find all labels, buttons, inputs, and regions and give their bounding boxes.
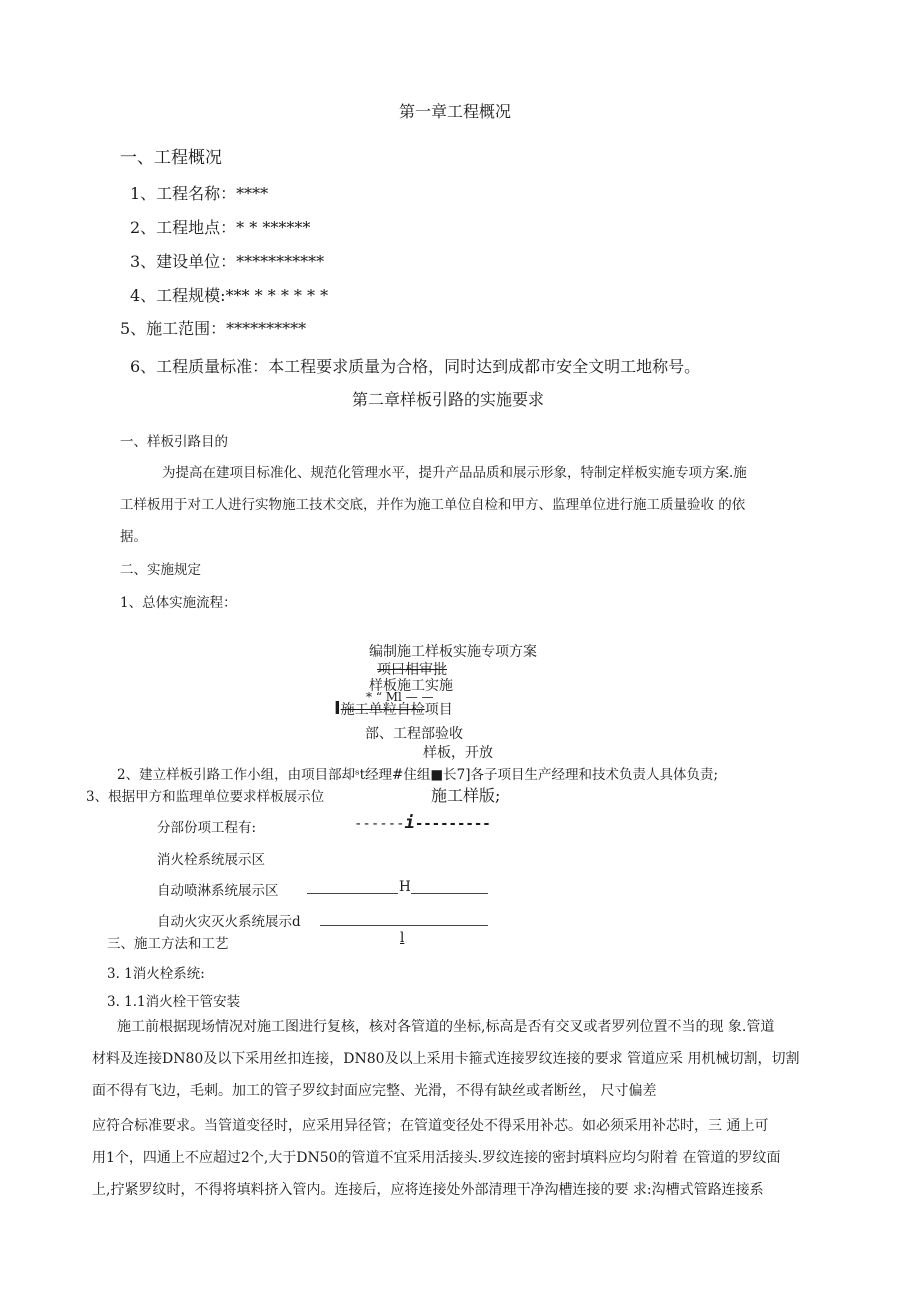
- overall-flow-label: 1、总体实施流程：: [120, 595, 237, 611]
- method-para-line-4: 应符合标准要求。当管道变径时，应采用异径管；在管道变径处不得采用补芯。如必须采用补芯时，三 通上可: [92, 1118, 769, 1134]
- dashes-left: ------: [354, 816, 405, 832]
- method-para-line-1: 施工前根据现场情况对施工图进行复核，核对各管道的坐标,标高是否有交叉或者罗列位置不当的现 象.管道: [117, 1019, 775, 1035]
- project-name: 1、工程名称：****: [130, 184, 269, 203]
- section-purpose-title: 一、样板引路目的: [120, 434, 228, 450]
- show-area-hydrant: 消火栓系统展示区: [157, 852, 265, 868]
- project-location: 2、工程地点：* * ******: [130, 218, 311, 237]
- section-rules-title: 二、实施规定: [120, 562, 201, 578]
- flow-noise: * “ Ml — —: [366, 690, 434, 704]
- construction-scope: 5、施工范围：**********: [120, 319, 307, 338]
- flow-bar-mark: I: [334, 698, 341, 719]
- chapter1-section-title: 一、工程概况: [120, 148, 222, 168]
- flow-step-5: 部、工程部验收: [365, 726, 463, 742]
- chapter2-title: 第二章样板引路的实施要求: [352, 390, 545, 409]
- division-dashes: [354, 813, 491, 833]
- flow-project: 项目: [424, 702, 453, 718]
- sprinkler-mark: H: [399, 879, 411, 895]
- dashes-mark: i: [404, 813, 415, 833]
- construction-unit: 3、建设单位：***********: [130, 252, 325, 271]
- quality-standard: 6、工程质量标准：本工程要求质量为合格，同时达到成都市安全文明工地称号。: [130, 357, 701, 376]
- purpose-line-1: 为提高在建项目标准化、规范化管理水平，提升产品品质和展示形象，特制定样板实施专项方案.施: [162, 465, 747, 481]
- hydrant-system-title: 3. 1消火栓系统:: [107, 966, 205, 982]
- method-mark: l: [400, 930, 405, 946]
- show-area-fire-extinguish: 自动火灾灭火系统展示d: [157, 914, 301, 930]
- display-position-item: 3、根据甲方和监理单位要求样板展示位: [86, 789, 325, 805]
- division-label: 分部份项工程有:: [157, 820, 257, 836]
- chapter1-title: 第一章工程概况: [399, 102, 512, 121]
- work-group-item: 2、建立样板引路工作小组，由项目部却ˢt经理#住组■长7]各子项目生产经理和技术负责人具体负责;: [117, 767, 719, 783]
- method-para-line-3: 面不得有飞边，毛刺。加工的管子罗纹封面应完整、光滑，不得有缺丝或者断丝， 尺寸偏差: [92, 1083, 657, 1099]
- dashes-right: ---------: [414, 816, 491, 832]
- fire-underline: [320, 925, 488, 926]
- show-area-sprinkler: 自动喷淋系统展示区: [157, 883, 279, 899]
- flow-step-2: 项曰相审批: [377, 662, 447, 678]
- purpose-line-3: 据。: [120, 529, 147, 545]
- flow-self-check: 施工单粒自检: [340, 702, 425, 718]
- method-para-line-6: 上,拧紧罗纹时，不得将填料挤入管内。连接后，应将连接处外部清理干净沟槽连接的要 求:沟槽式管路连接系: [92, 1182, 764, 1198]
- flow-step-3: 样板施工实施: [369, 678, 453, 694]
- section-method-title: 三、施工方法和工艺: [107, 936, 229, 952]
- purpose-line-2: 工样板用于对工人进行实物施工技术交底，并作为施工单位自检和甲方、监理单位进行施工质量验收 的依: [120, 497, 746, 513]
- sprinkler-underline-right: [411, 893, 488, 894]
- flow-step-6: 样板，开放: [423, 745, 493, 761]
- method-para-line-5: 用1个，四通上不应超过2个,大于DN50的管道不宜采用活接头.罗纹连接的密封填料应均匀附着 在管道的罗纹面: [92, 1150, 781, 1166]
- method-para-line-2: 材料及连接DN80及以下采用丝扣连接，DN80及以上采用卡箍式连接罗纹连接的要求 管道应采 用机械切割，切割: [92, 1051, 800, 1067]
- flow-step-1: 编制施工样板实施专项方案: [369, 644, 537, 660]
- flow-step-4: [334, 698, 453, 719]
- hydrant-pipe-title: 3. 1.1消火栓干管安装: [107, 994, 241, 1010]
- construction-sample: 施工样版;: [431, 786, 501, 805]
- sprinkler-underline-left: [307, 893, 398, 894]
- project-scale: 4、工程规模:*** * * * * * *: [130, 286, 329, 305]
